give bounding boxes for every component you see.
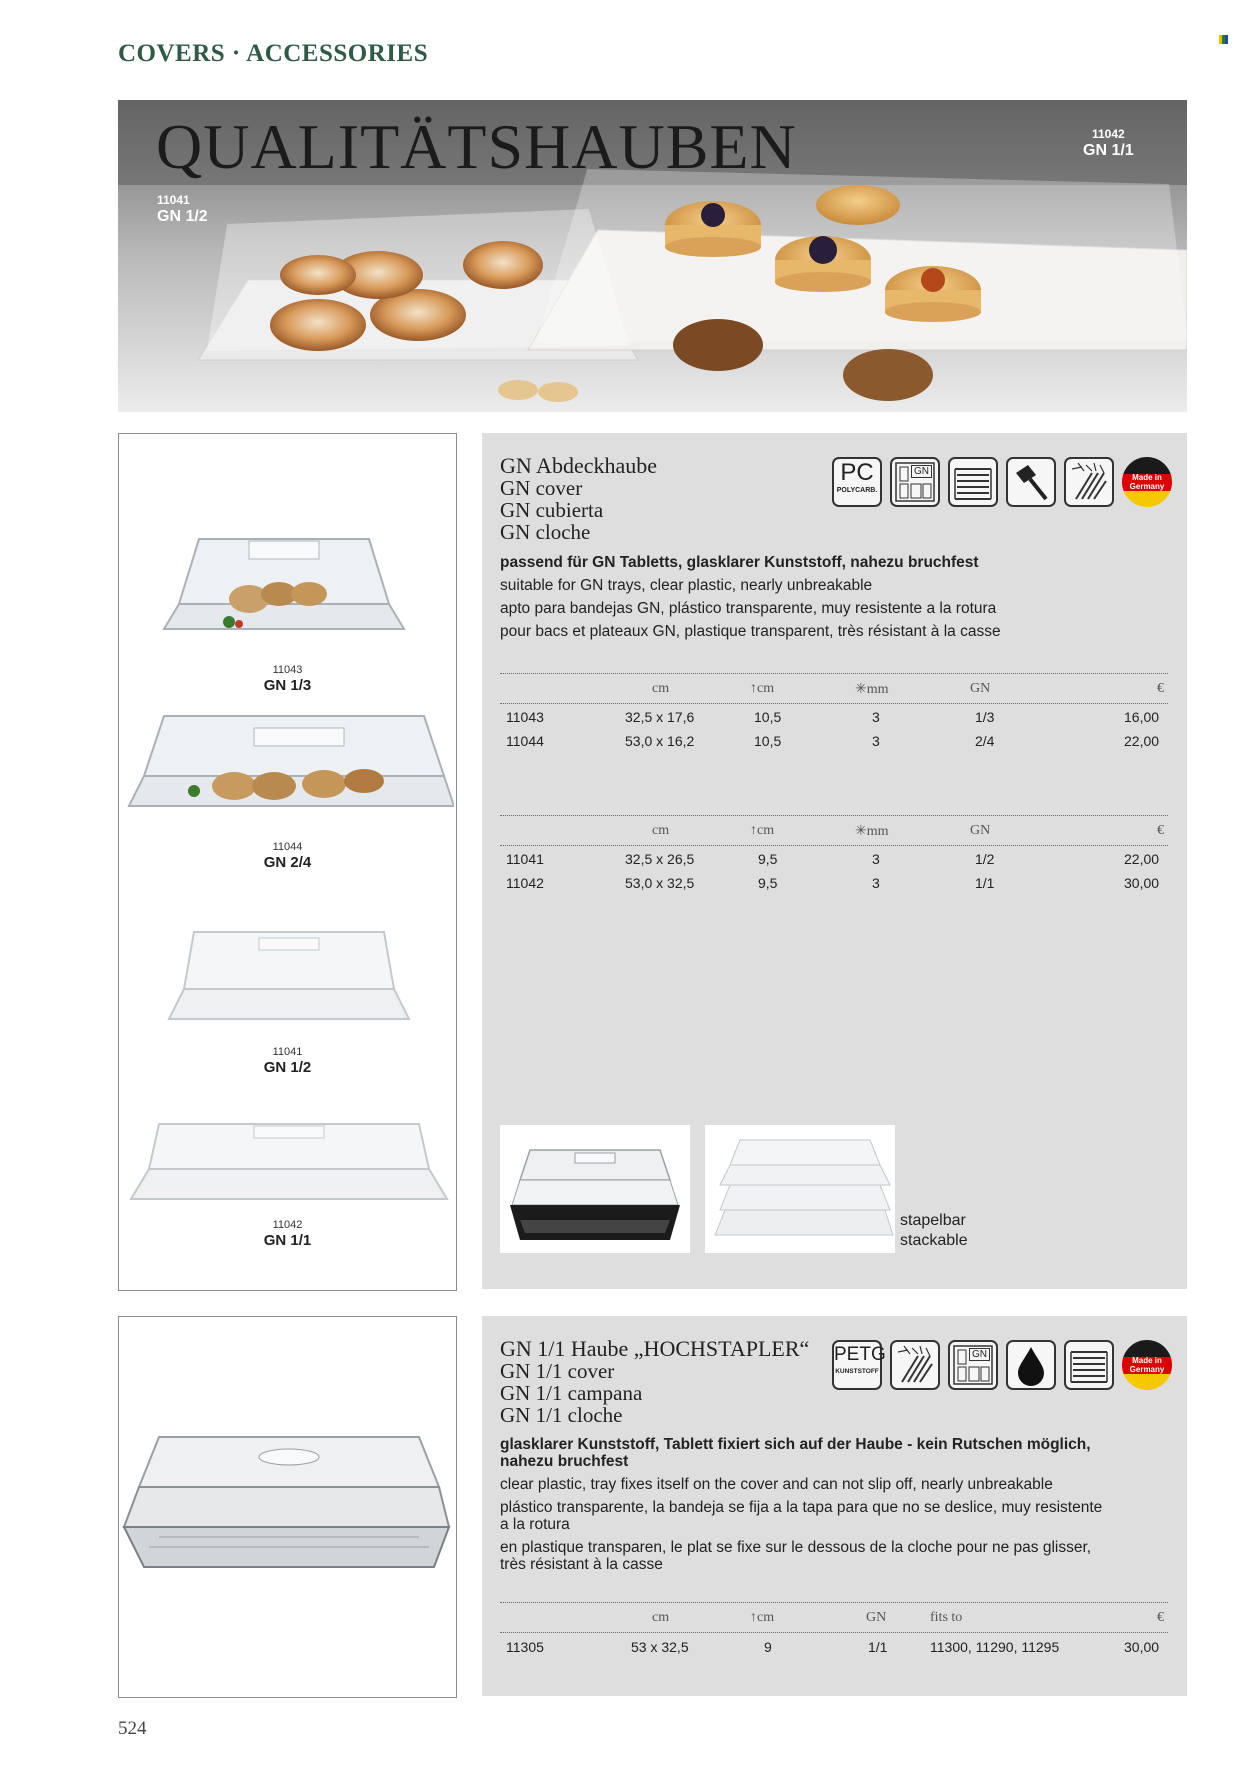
product1-description	[500, 551, 1180, 643]
stacked-covers-image	[705, 1125, 895, 1253]
product1-image-panel	[118, 433, 457, 1291]
stackable-label-en: stackable	[900, 1232, 968, 1249]
snowflake-icon: ✳	[855, 824, 867, 839]
made-in-germany-badge	[1122, 457, 1172, 507]
cover-11041-image	[164, 924, 414, 1039]
header-fits-to: fits to	[930, 1610, 963, 1625]
cell-dimensions: 53,0 x 16,2	[625, 733, 695, 749]
product1-info-panel	[482, 433, 1187, 1289]
header-thickness	[855, 823, 889, 840]
product2-title-de: GN 1/1 Haube „HOCHSTAPLER“	[500, 1336, 810, 1361]
product2-titles	[500, 1338, 809, 1426]
image-label-gn: GN 1/1	[263, 1232, 312, 1250]
cell-article: 11042	[506, 875, 544, 891]
product2-title-en: GN 1/1 cover	[500, 1359, 615, 1383]
polycarbonate-icon-text: PC	[840, 459, 874, 486]
cell-article: 11305	[506, 1639, 544, 1655]
product2-table	[500, 1602, 1168, 1682]
image-label-number: 11043	[272, 664, 303, 676]
hero-label-left	[157, 194, 208, 226]
cell-dimensions: 32,5 x 17,6	[625, 709, 695, 725]
cell-height: 10,5	[754, 733, 782, 749]
hero-label-right-number: 11042	[1091, 127, 1125, 141]
header-thickness	[855, 681, 889, 698]
cell-gn: 1/1	[975, 875, 995, 891]
image-label-gn: GN 1/3	[263, 677, 312, 695]
image-label-11041	[119, 1046, 456, 1077]
image-label-11042	[119, 1219, 456, 1250]
product1-title-fr: GN cloche	[500, 520, 591, 544]
header-gn: GN	[970, 681, 991, 696]
cell-gn: 1/3	[975, 709, 995, 725]
cell-dimensions: 53,0 x 32,5	[625, 875, 695, 891]
stackable-label	[900, 1211, 968, 1251]
petg-icon-text: PETG	[834, 1344, 886, 1365]
made-in-germany-badge	[1122, 1340, 1172, 1390]
made-in-germany-text: Made in Germany	[1129, 473, 1165, 491]
cell-article: 11043	[506, 709, 544, 725]
gastronorm-icon	[890, 457, 940, 507]
made-in-germany-text: Made in Germany	[1129, 1356, 1165, 1374]
stackable-icon-graphic	[950, 459, 996, 505]
hochstapler-cover-image	[119, 1427, 455, 1597]
header-dimensions: cm	[652, 823, 670, 838]
stackable-icon	[1064, 1340, 1114, 1390]
arrow-up-icon: ↑	[750, 681, 757, 696]
header-height-unit: cm	[757, 1610, 775, 1625]
cell-thickness: 3	[872, 851, 880, 867]
header-price: €	[1157, 823, 1164, 838]
product2-desc-en: clear plastic, tray fixes itself on the cover and can not slip off, nearly unbreakable	[500, 1476, 1053, 1493]
stackable-label-de: stapelbar	[900, 1212, 966, 1229]
image-label-11044	[119, 841, 456, 872]
cell-gn: 1/1	[868, 1639, 888, 1655]
cell-dimensions: 53 x 32,5	[631, 1639, 689, 1655]
product1-table-2	[500, 815, 1168, 915]
cover-11042-image	[129, 1114, 449, 1224]
product2-desc-fr-2: très résistant à la casse	[500, 1556, 663, 1573]
product1-titles	[500, 455, 657, 543]
cell-price: 16,00	[1124, 709, 1160, 725]
cover-11044-image	[124, 706, 454, 836]
product1-title-de: GN Abdeckhaube	[500, 453, 658, 478]
hero-title: QUALITÄTSHAUBEN	[156, 111, 797, 182]
cell-article: 11044	[506, 733, 544, 749]
product2-description	[500, 1436, 1180, 1573]
cell-fits-to: 11300, 11290, 11295	[930, 1639, 1060, 1655]
dishwasher-icon-graphic	[1066, 459, 1112, 505]
cell-price: 22,00	[1124, 851, 1160, 867]
hero-label-left-gn: GN 1/2	[157, 207, 208, 225]
section-title: COVERS · ACCESSORIES	[118, 40, 429, 67]
product2-info-panel	[482, 1316, 1187, 1696]
header-gn: GN	[970, 823, 991, 838]
image-label-gn: GN 2/4	[263, 854, 312, 872]
stacked-covers-graphic	[705, 1125, 895, 1253]
product1-desc-fr: pour bacs et plateaux GN, plastique transparent, très résistant à la casse	[500, 623, 1001, 640]
cell-thickness: 3	[872, 733, 880, 749]
polycarbonate-icon-sub: POLYCARB.	[836, 487, 878, 494]
arrow-up-icon: ↑	[750, 823, 757, 838]
product2-desc-fr-1: en plastique transparen, le plat se fixe sur le dessous de la cloche pour ne pas glisser,	[500, 1539, 1092, 1556]
header-thickness-unit: mm	[866, 682, 889, 697]
arrow-up-icon: ↑	[750, 1610, 757, 1625]
cell-gn: 1/2	[975, 851, 995, 867]
polycarbonate-icon	[832, 457, 882, 507]
header-height	[750, 823, 774, 839]
cover-11043-image	[159, 529, 409, 654]
header-price: €	[1157, 1610, 1164, 1625]
cell-thickness: 3	[872, 875, 880, 891]
product1-desc-de: passend für GN Tabletts, glasklarer Kunststoff, nahezu bruchfest	[500, 554, 979, 571]
product1-desc-es: apto para bandejas GN, plástico transparente, muy resistente a la rotura	[500, 600, 997, 617]
cell-price: 30,00	[1124, 875, 1160, 891]
header-height	[750, 1610, 774, 1626]
product1-desc-en: suitable for GN trays, clear plastic, nearly unbreakable	[500, 577, 873, 594]
product2-desc-de-1: glasklarer Kunststoff, Tablett fixiert sich auf der Haube - kein Rutschen möglich,	[500, 1436, 1091, 1453]
hammer-icon-graphic	[1008, 459, 1054, 505]
product2-title-fr: GN 1/1 cloche	[500, 1403, 623, 1427]
cell-height: 9,5	[758, 851, 778, 867]
product1-title-es: GN cubierta	[500, 498, 604, 522]
dishwasher-icon	[1064, 457, 1114, 507]
product2-image-panel	[118, 1316, 457, 1698]
header-height	[750, 681, 774, 697]
image-label-number: 11044	[272, 841, 303, 853]
gastronorm-icon-text: GN	[969, 1348, 990, 1361]
image-label-11043	[119, 664, 456, 695]
gastronorm-icon	[948, 1340, 998, 1390]
dishwasher-icon	[890, 1340, 940, 1390]
cell-height: 10,5	[754, 709, 782, 725]
gastronorm-icon-text: GN	[911, 465, 932, 478]
hero-label-right-gn: GN 1/1	[1083, 141, 1134, 159]
product1-table-1	[500, 673, 1168, 773]
color-mark-icon	[1219, 35, 1228, 44]
header-height-unit: cm	[757, 681, 775, 696]
stackable-icon-graphic	[1066, 1342, 1112, 1388]
stackable-icon	[948, 457, 998, 507]
cell-article: 11041	[506, 851, 544, 867]
image-label-number: 11041	[272, 1046, 303, 1058]
hammer-icon	[1006, 457, 1056, 507]
stacked-black-tray-image	[500, 1125, 690, 1253]
cell-height: 9	[764, 1639, 772, 1655]
cell-gn: 2/4	[975, 733, 995, 749]
product2-desc-es-1: plástico transparente, la bandeja se fija a la tapa para que no se deslice, muy resistente	[500, 1499, 1103, 1516]
image-label-number: 11042	[272, 1219, 303, 1231]
cell-dimensions: 32,5 x 26,5	[625, 851, 695, 867]
hero-label-left-number: 11041	[157, 193, 190, 207]
header-thickness-unit: mm	[866, 824, 889, 839]
cell-price: 22,00	[1124, 733, 1160, 749]
petg-icon	[832, 1340, 886, 1390]
header-dimensions: cm	[652, 681, 670, 696]
snowflake-icon: ✳	[855, 682, 867, 697]
hero-label-right	[1083, 128, 1134, 160]
water-drop-icon	[1006, 1340, 1056, 1390]
product2-desc-es-2: a la rotura	[500, 1516, 570, 1533]
header-dimensions: cm	[652, 1610, 670, 1625]
stacked-black-tray-graphic	[500, 1125, 690, 1253]
header-price: €	[1157, 681, 1164, 696]
header-gn: GN	[866, 1610, 887, 1625]
cell-height: 9,5	[758, 875, 778, 891]
cell-price: 30,00	[1124, 1639, 1160, 1655]
product1-title-en: GN cover	[500, 476, 583, 500]
header-height-unit: cm	[757, 823, 775, 838]
page-number: 524	[118, 1718, 147, 1739]
product2-desc-de-2: nahezu bruchfest	[500, 1453, 629, 1470]
cell-thickness: 3	[872, 709, 880, 725]
product2-title-es: GN 1/1 campana	[500, 1381, 643, 1405]
dishwasher-icon-graphic	[892, 1342, 938, 1388]
water-drop-icon-graphic	[1008, 1342, 1054, 1388]
image-label-gn: GN 1/2	[263, 1059, 312, 1077]
petg-icon-sub: KUNSTSTOFF	[835, 1368, 879, 1375]
